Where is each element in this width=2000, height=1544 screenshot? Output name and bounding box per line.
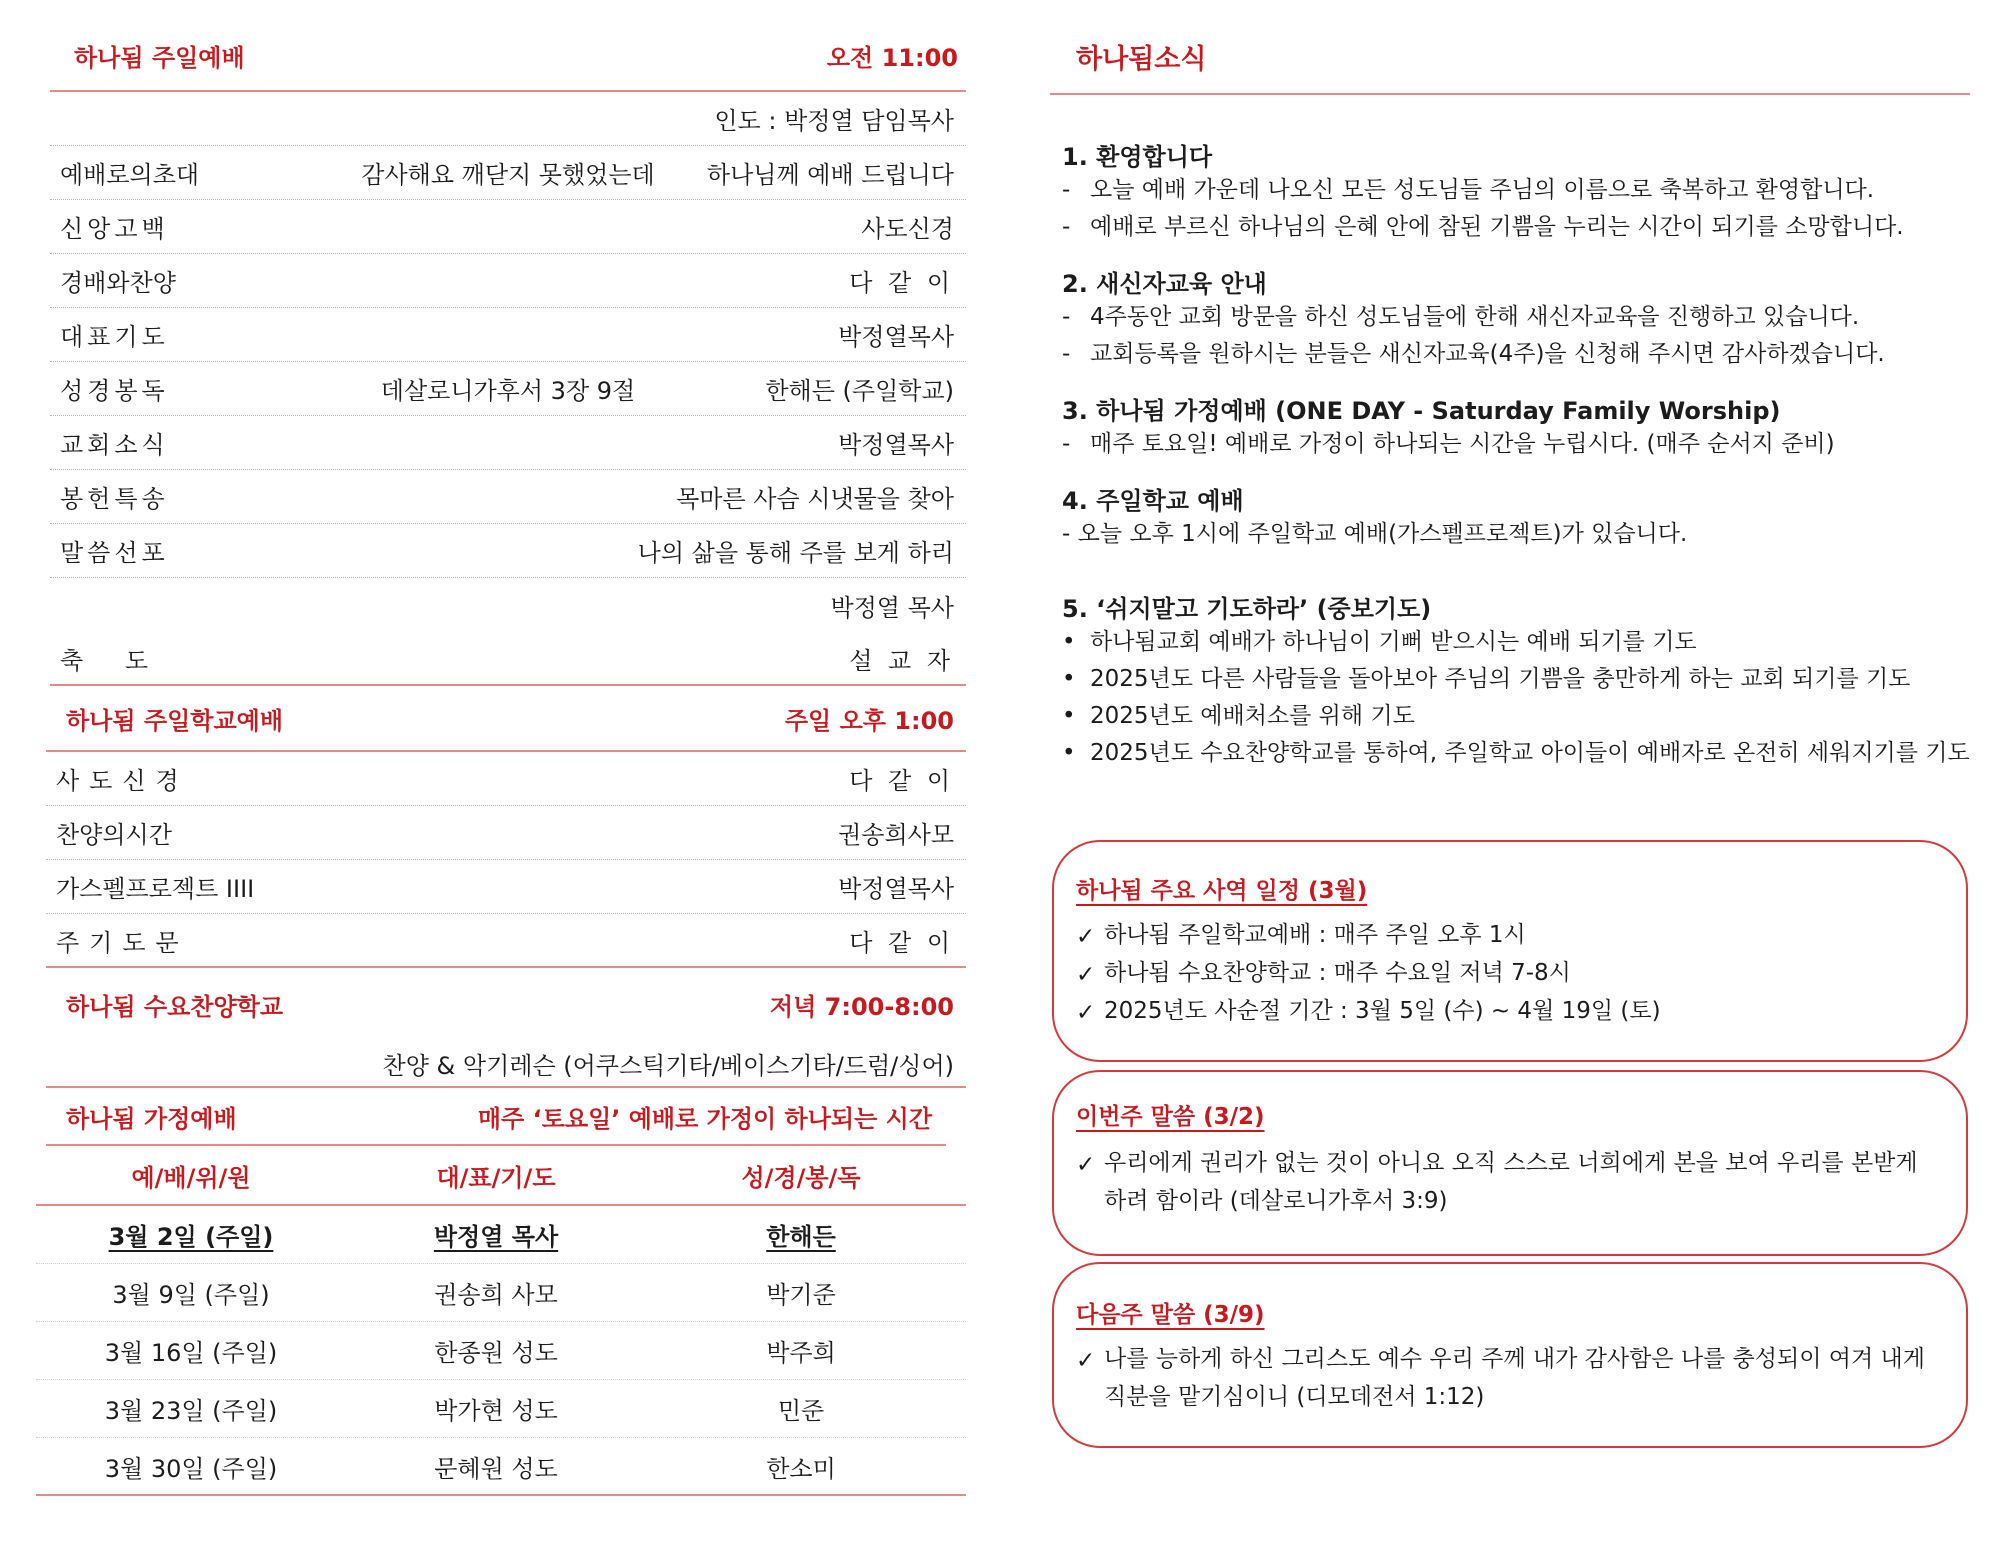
order-person: 목마른 사슴 시냇물을 찾아	[676, 485, 954, 513]
next-week-verse-box	[1052, 1262, 1968, 1448]
this-week-title: 이번주 말씀 (3/2)	[1076, 1104, 1265, 1130]
sunday-order-list	[50, 146, 966, 686]
schedule-line	[1076, 992, 1946, 1030]
order-person: 다 같 이	[849, 269, 954, 297]
schedule-text: 하나됨 주일학교예배 : 매주 주일 오후 1시	[1104, 922, 1526, 948]
table-row	[36, 1264, 966, 1322]
this-week-verse-text: 우리에게 권리가 없는 것이 아니요 오직 스스로 너희에게 본을 보여 우리를 본받게 하려 함이라 (데살로니가후서 3:9)	[1104, 1150, 1918, 1214]
news-title: 하나됨소식	[1050, 20, 1970, 95]
order-row	[50, 362, 966, 416]
order-label: 축 도	[60, 646, 148, 675]
this-week-verse	[1076, 1144, 1946, 1220]
news-line	[1062, 661, 1970, 698]
news-line-text: 4주동안 교회 방문을 하신 성도님들에 한해 새신자교육을 진행하고 있습니다.	[1090, 304, 1860, 330]
schedule-title: 하나됨 주요 사역 일정 (3월)	[1076, 878, 1368, 904]
order-person: 권송희사모	[838, 821, 954, 849]
order-row	[50, 470, 966, 524]
bullet-icon: •	[1062, 666, 1076, 692]
sunday-school-list	[46, 752, 966, 968]
wednesday-desc-row	[46, 1040, 966, 1088]
wednesday-desc: 찬양 & 악기레슨 (어쿠스틱기타/베이스기타/드럼/싱어)	[382, 1051, 954, 1080]
sunday-school-time: 주일 오후 1:00	[784, 706, 954, 735]
news-line	[1062, 516, 1970, 553]
duty-prayer: 한종원 성도	[434, 1339, 558, 1367]
wednesday-school-time: 저녁 7:00-8:00	[769, 992, 954, 1021]
order-person: 박정열목사	[838, 875, 954, 903]
table-row	[36, 1438, 966, 1496]
news-line	[1062, 735, 1970, 772]
sunday-school-header	[46, 686, 966, 752]
bullet-icon: •	[1062, 629, 1076, 655]
order-label: 대표기도	[60, 323, 169, 351]
order-of-service	[36, 20, 966, 1496]
bullet-icon: •	[1062, 703, 1076, 729]
news-item-title: 3. 하나됨 가정예배 (ONE DAY - Saturday Family Worship)	[1062, 397, 1781, 425]
duty-header-prayer: 대/표/기/도	[436, 1163, 556, 1192]
news-line-text: 2025년도 예배처소를 위해 기도	[1090, 703, 1415, 729]
schedule-text: 하나됨 수요찬양학교 : 매주 수요일 저녁 7-8시	[1104, 960, 1571, 986]
order-person: 한해든 (주일학교)	[765, 377, 954, 405]
duty-reading: 민준	[777, 1397, 825, 1425]
next-week-verse-text: 나를 능하게 하신 그리스도 예수 우리 주께 내가 감사함은 나를 충성되이 여겨 내게 직분을 맡기심이니 (디모데전서 1:12)	[1104, 1346, 1925, 1410]
duty-date: 3월 23일 (주일)	[104, 1397, 278, 1425]
duty-date: 3월 16일 (주일)	[104, 1339, 278, 1367]
sunday-worship-header	[50, 20, 966, 92]
next-week-verse	[1076, 1340, 1946, 1416]
check-icon: ✓	[1076, 962, 1096, 988]
order-row	[50, 146, 966, 200]
dash-mark: -	[1062, 431, 1071, 457]
order-label: 사도신경	[56, 767, 189, 795]
news-line	[1062, 426, 1970, 463]
news-line	[1062, 172, 1970, 209]
duty-date: 3월 2일 (주일)	[108, 1223, 274, 1251]
order-row	[46, 752, 966, 806]
order-row	[46, 914, 966, 968]
order-person: 설 교 자	[849, 646, 954, 675]
this-week-verse-box	[1052, 1070, 1968, 1256]
news-item-title: 2. 새신자교육 안내	[1062, 270, 1267, 298]
news-line-text: 하나됨교회 예배가 하나님이 기뻐 받으시는 예배 되기를 기도	[1090, 629, 1697, 655]
order-row	[50, 308, 966, 362]
duty-prayer: 박가현 성도	[434, 1397, 558, 1425]
news-line	[1062, 209, 1970, 246]
news-line-text: - 오늘 오후 1시에 주일학교 예배(가스펠프로젝트)가 있습니다.	[1062, 521, 1688, 547]
order-label: 주기도문	[56, 928, 189, 957]
news-line-text: 2025년도 다른 사람들을 돌아보아 주님의 기쁨을 충만하게 하는 교회 되기를 기도	[1090, 666, 1911, 692]
order-row	[50, 416, 966, 470]
news-item-title: 5. ‘쉬지말고 기도하라’ (중보기도)	[1062, 595, 1432, 623]
order-person: 다 같 이	[849, 767, 954, 795]
news-line-text: 교회등록을 원하시는 분들은 새신자교육(4주)을 신청해 주시면 감사하겠습니다.	[1090, 341, 1885, 367]
order-person: 박정열 목사	[830, 593, 954, 622]
check-icon: ✓	[1076, 924, 1096, 950]
order-person: 박정열목사	[838, 323, 954, 351]
news-line-text: 매주 토요일! 예배로 가정이 하나되는 시간을 누립시다. (매주 순서지 준비)	[1090, 431, 1835, 457]
order-person: 하나님께 예배 드립니다	[706, 161, 954, 189]
news-line	[1062, 299, 1970, 336]
sunday-leader: 인도 : 박정열 담임목사	[714, 107, 954, 135]
duty-prayer: 문혜원 성도	[434, 1454, 558, 1483]
order-content: 감사해요 깨닫지 못했었는데	[361, 161, 655, 189]
wednesday-school-title: 하나됨 수요찬양학교	[66, 992, 284, 1021]
check-icon: ✓	[1076, 1348, 1096, 1374]
order-label: 가스펠프로젝트 IIII	[56, 875, 255, 903]
order-row	[50, 254, 966, 308]
duty-header-worship-committee: 예/배/위/원	[131, 1163, 251, 1192]
order-row	[50, 200, 966, 254]
dash-mark: -	[1062, 304, 1071, 330]
duty-reading: 한해든	[766, 1223, 836, 1251]
check-icon: ✓	[1076, 1152, 1096, 1178]
duty-table	[36, 1146, 966, 1496]
table-row	[36, 1380, 966, 1438]
news-line	[1062, 624, 1970, 661]
schedule-line	[1076, 954, 1946, 992]
order-row	[50, 524, 966, 578]
duty-table-header	[36, 1146, 966, 1206]
order-label: 예배로의초대	[60, 161, 200, 189]
order-label: 말씀선포	[60, 539, 169, 567]
duty-reading: 박주희	[766, 1339, 836, 1367]
sunday-leader-row	[50, 92, 966, 146]
news-line-text: 예배로 부르신 하나님의 은혜 안에 참된 기쁨을 누리는 시간이 되기를 소망합니다.	[1090, 214, 1904, 240]
order-row	[50, 578, 966, 632]
order-label: 찬양의시간	[56, 821, 172, 849]
order-label: 신앙고백	[60, 215, 169, 243]
dash-mark: -	[1062, 177, 1071, 203]
duty-date: 3월 9일 (주일)	[112, 1281, 270, 1309]
order-person: 박정열목사	[838, 431, 954, 459]
table-row	[36, 1322, 966, 1380]
order-person: 나의 삶을 통해 주를 보게 하리	[637, 539, 954, 567]
order-person: 다 같 이	[849, 928, 954, 957]
dash-mark: -	[1062, 341, 1071, 367]
sunday-school-title: 하나됨 주일학교예배	[66, 706, 284, 735]
news-line	[1062, 336, 1970, 373]
order-label: 봉헌특송	[60, 485, 169, 513]
duty-date: 3월 30일 (주일)	[104, 1454, 278, 1483]
next-week-title: 다음주 말씀 (3/9)	[1076, 1302, 1265, 1328]
news-line	[1062, 698, 1970, 735]
order-label: 경배와찬양	[60, 269, 176, 297]
wednesday-school-header	[46, 968, 966, 1040]
sunday-worship-title: 하나됨 주일예배	[74, 43, 245, 72]
order-person: 사도신경	[861, 215, 954, 243]
news-line-text: 오늘 예배 가운데 나오신 모든 성도님들 주님의 이름으로 축복하고 환영합니다.	[1090, 177, 1875, 203]
bullet-icon: •	[1062, 740, 1076, 766]
sunday-worship-time: 오전 11:00	[826, 43, 958, 72]
family-worship-title: 하나됨 가정예배	[66, 1104, 237, 1133]
check-icon: ✓	[1076, 1000, 1096, 1026]
table-row	[36, 1206, 966, 1264]
family-worship-header	[46, 1088, 946, 1146]
schedule-text: 2025년도 사순절 기간 : 3월 5일 (수) ~ 4월 19일 (토)	[1104, 998, 1661, 1024]
church-news	[1050, 20, 1970, 772]
duty-header-reading: 성/경/봉/독	[741, 1163, 861, 1192]
order-label: 성경봉독	[60, 377, 169, 405]
duty-reading: 한소미	[766, 1454, 836, 1483]
order-row	[46, 860, 966, 914]
duty-reading: 박기준	[766, 1281, 836, 1309]
schedule-box	[1052, 840, 1968, 1062]
news-line-text: 2025년도 수요찬양학교를 통하여, 주일학교 아이들이 예배자로 온전히 세워지기를 기도	[1090, 740, 1970, 766]
schedule-line	[1076, 916, 1946, 954]
duty-prayer: 권송희 사모	[434, 1281, 558, 1309]
news-item-title: 4. 주일학교 예배	[1062, 487, 1244, 515]
duty-prayer: 박정열 목사	[433, 1223, 559, 1251]
order-content: 데살로니가후서 3장 9절	[380, 377, 636, 405]
order-label: 교회소식	[60, 431, 169, 459]
family-worship-desc: 매주 ‘토요일’ 예배로 가정이 하나되는 시간	[477, 1104, 932, 1133]
order-row	[46, 806, 966, 860]
order-row	[50, 632, 966, 686]
dash-mark: -	[1062, 214, 1071, 240]
news-item-title: 1. 환영합니다	[1062, 143, 1213, 171]
